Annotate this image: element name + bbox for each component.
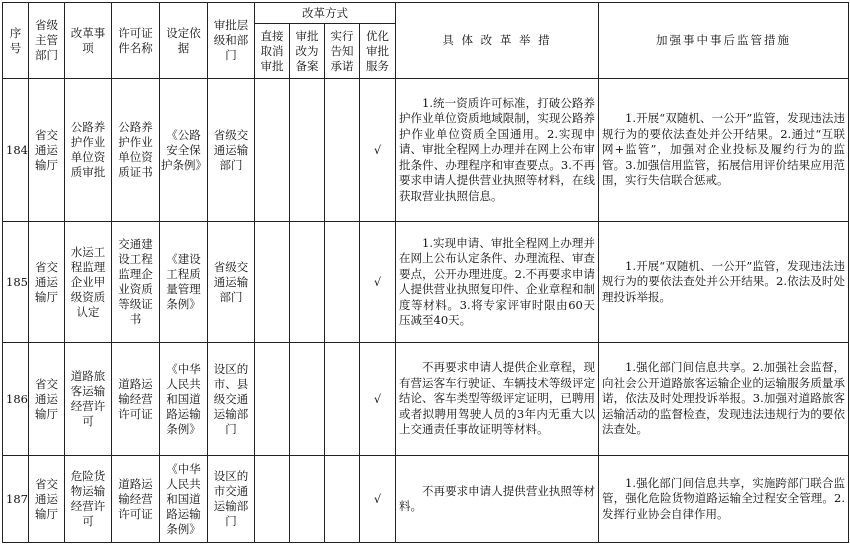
header-seq: 序号 [3, 3, 29, 79]
cell-item: 公路养护作业单位资质审批 [65, 79, 112, 222]
table-row [3, 222, 849, 343]
cell-dept: 省交通运输厅 [29, 79, 65, 222]
cell-level: 省级交通运输部门 [208, 222, 255, 343]
cell-measures: 1.统一资质许可标准，打破公路养护作业单位资质地域限制，实现公路养护作业单位资质全国通用。2.实现申请、审批全程网上办理并在网上公布审批条件、办理程序和审查要点。3.不再要求申请人提供营业执照等材料，在线获取营业执照信息。 [396, 79, 599, 222]
cell-mode-promise [325, 343, 360, 456]
reform-table [2, 2, 849, 543]
table-row [3, 79, 849, 222]
cell-license: 公路养护作业单位资质证书 [112, 79, 160, 222]
cell-supervision: 1.开展“双随机、一公开”监管，发现违法违规行为的要依法查处并公开结果。2.依法及时处理投诉举报。 [599, 222, 849, 343]
header-dept: 省级主管部门 [29, 3, 65, 79]
header-reform-group: 改革方式 [255, 3, 396, 24]
cell-mode-optimize: √ [360, 222, 396, 343]
header-item: 改革事项 [65, 3, 112, 79]
cell-supervision: 1.开展“双随机、一公开”监管，发现违法违规行为的要依法查处并公开结果。2.通过“互联网+监管”，加强对企业投标及履约行为的监管。3.加强信用监管，拓展信用评价结果应用范围，实行失信联合惩戒。 [599, 79, 849, 222]
cell-basis: 《中华人民共和国道路运输条例》 [160, 456, 208, 543]
cell-supervision: 1.强化部门间信息共享，实施跨部门联合监管，强化危险货物道路运输全过程安全管理。2.发挥行业协会自律作用。 [599, 456, 849, 543]
cell-dept: 省交通运输厅 [29, 222, 65, 343]
cell-license: 道路运输经营许可证 [112, 343, 160, 456]
cell-dept: 省交通运输厅 [29, 456, 65, 543]
cell-mode-optimize: √ [360, 79, 396, 222]
cell-item: 危险货物运输经营许可 [65, 456, 112, 543]
cell-level: 设区的市、县级交通运输部门 [208, 343, 255, 456]
cell-mode-cancel [255, 222, 290, 343]
table-row [3, 343, 849, 456]
header-license: 许可证件名称 [112, 3, 160, 79]
header-mode-cancel: 直接取消审批 [255, 24, 290, 79]
cell-mode-optimize: √ [360, 456, 396, 543]
header-level: 审批层级和部门 [208, 3, 255, 79]
cell-mode-record [290, 343, 325, 456]
cell-measures: 不再要求申请人提供营业执照等材料。 [396, 456, 599, 543]
cell-mode-promise [325, 222, 360, 343]
cell-seq: 185 [3, 222, 29, 343]
cell-mode-promise [325, 79, 360, 222]
cell-mode-cancel [255, 456, 290, 543]
header-measures: 具 体 改 革 举 措 [396, 3, 599, 79]
cell-item: 道路旅客运输经营许可 [65, 343, 112, 456]
cell-seq: 184 [3, 79, 29, 222]
cell-mode-optimize: √ [360, 343, 396, 456]
header-mode-optimize: 优化审批服务 [360, 24, 396, 79]
header-mode-record: 审批改为备案 [290, 24, 325, 79]
cell-license: 道路运输经营许可证 [112, 456, 160, 543]
cell-mode-promise [325, 456, 360, 543]
cell-seq: 186 [3, 343, 29, 456]
cell-measures: 不再要求申请人提供企业章程，现有营运客车行驶证、车辆技术等级评定结论、客车类型等级评定证明，已聘用或者拟聘用驾驶人员的3年内无重大以上交通责任事故证明等材料。 [396, 343, 599, 456]
cell-basis: 《公路安全保护条例》 [160, 79, 208, 222]
cell-supervision: 1.强化部门间信息共享。2.加强社会监督，向社会公开道路旅客运输企业的运输服务质量承诺，依法及时处理投诉举报。3.加强对道路旅客运输活动的监督检查，发现违法违规行为的要依法查处。 [599, 343, 849, 456]
cell-mode-record [290, 456, 325, 543]
cell-mode-cancel [255, 343, 290, 456]
cell-license: 交通建设工程监理企业资质等级证书 [112, 222, 160, 343]
table-row [3, 456, 849, 543]
header-mode-promise: 实行告知承诺 [325, 24, 360, 79]
cell-basis: 《中华人民共和国道路运输条例》 [160, 343, 208, 456]
cell-mode-cancel [255, 79, 290, 222]
cell-mode-record [290, 79, 325, 222]
cell-level: 省级交通运输部门 [208, 79, 255, 222]
header-basis: 设定依据 [160, 3, 208, 79]
cell-item: 水运工程监理企业甲级资质认定 [65, 222, 112, 343]
cell-level: 设区的市交通运输部门 [208, 456, 255, 543]
cell-seq: 187 [3, 456, 29, 543]
cell-dept: 省交通运输厅 [29, 343, 65, 456]
cell-measures: 1.实现申请、审批全程网上办理并在网上公布认定条件、办理流程、审查要点，公开办理进度。2.不再要求申请人提供营业执照复印件、企业章程和制度等材料。3.将专家评审时限由60天压减至40天。 [396, 222, 599, 343]
cell-basis: 《建设工程质量管理条例》 [160, 222, 208, 343]
cell-mode-record [290, 222, 325, 343]
header-supervision: 加强事中事后监管措施 [599, 3, 849, 79]
